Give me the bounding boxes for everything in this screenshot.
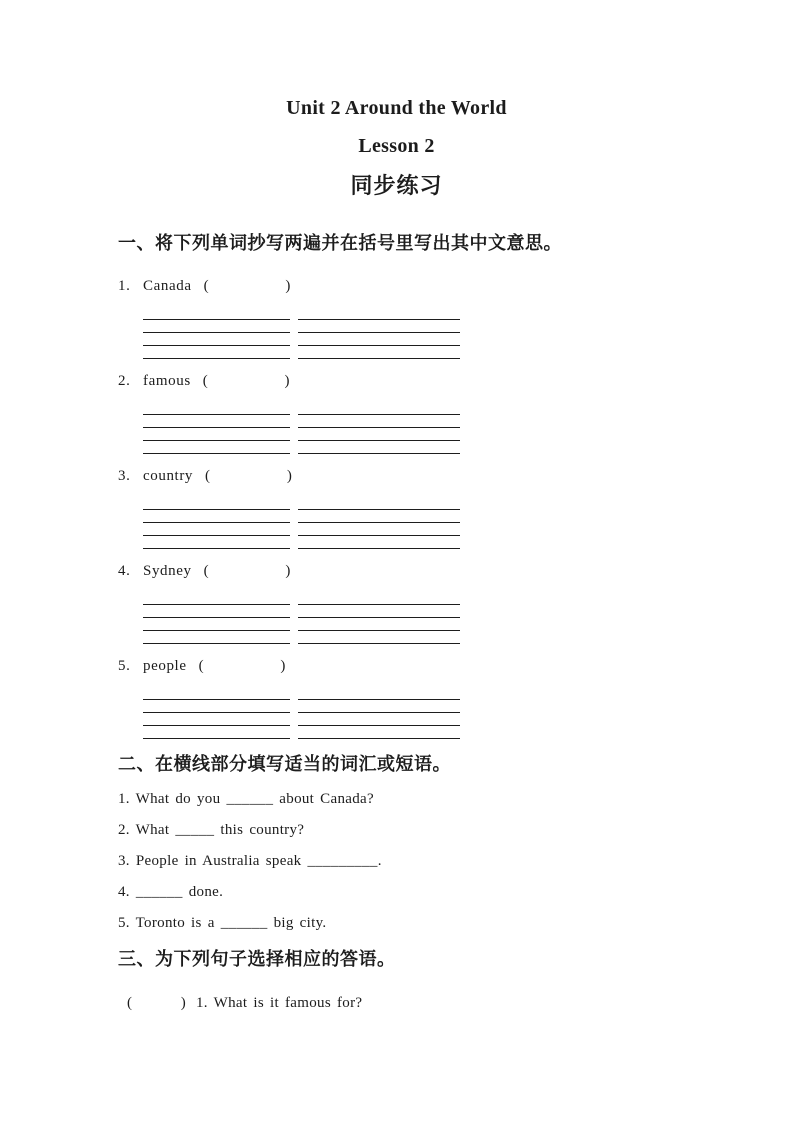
section2-heading: 二、在横线部分填写适当的词汇或短语。 (118, 754, 451, 774)
fill-blank-sentence: 3. People in Australia speak _________. (118, 853, 382, 869)
writing-line (298, 402, 460, 415)
word-text: country (143, 468, 194, 484)
fill-blank-sentence: 5. Toronto is a ______ big city. (118, 915, 327, 931)
unit-title: Unit 2 Around the World (286, 97, 507, 119)
writing-lines (143, 687, 793, 739)
writing-line (298, 333, 460, 346)
word-label (118, 372, 793, 390)
writing-line (298, 415, 460, 428)
word-item-list (118, 277, 793, 739)
writing-line (298, 713, 460, 726)
writing-line (143, 700, 290, 713)
match-question-text: 1. What is it famous for? (196, 995, 363, 1011)
section1-heading: 一、将下列单词抄写两遍并在括号里写出其中文意思。 (118, 233, 562, 253)
writing-line (298, 618, 460, 631)
word-text: famous (143, 373, 191, 389)
writing-lines-left-column (143, 497, 290, 549)
lesson-title: Lesson 2 (358, 135, 435, 157)
writing-line (143, 605, 290, 618)
writing-lines-left-column (143, 402, 290, 454)
meaning-brackets: ( ) (203, 563, 291, 579)
item-number: 5. (118, 658, 131, 674)
writing-line (298, 631, 460, 644)
writing-line (298, 497, 460, 510)
writing-line (298, 605, 460, 618)
writing-line (298, 523, 460, 536)
writing-line (143, 618, 290, 631)
writing-lines-right-column (298, 687, 460, 739)
writing-line (143, 631, 290, 644)
writing-line (143, 497, 290, 510)
writing-line (143, 346, 290, 359)
writing-line (143, 536, 290, 549)
writing-lines-right-column (298, 307, 460, 359)
writing-line (298, 510, 460, 523)
writing-line (143, 441, 290, 454)
writing-line (143, 523, 290, 536)
writing-line (143, 428, 290, 441)
sentence-list (118, 792, 793, 931)
item-number: 3. (118, 468, 131, 484)
fill-blank-sentence: 2. What _____ this country? (118, 822, 305, 838)
writing-line (298, 346, 460, 359)
word-label (118, 277, 793, 295)
writing-line (298, 307, 460, 320)
writing-line (298, 428, 460, 441)
writing-line (298, 536, 460, 549)
writing-lines-right-column (298, 592, 460, 644)
word-text: people (143, 658, 187, 674)
writing-line (143, 687, 290, 700)
item-number: 2. (118, 373, 131, 389)
writing-lines-left-column (143, 307, 290, 359)
writing-line (143, 415, 290, 428)
writing-line (143, 592, 290, 605)
writing-line (143, 307, 290, 320)
word-text: Canada (143, 278, 192, 294)
word-label (118, 467, 793, 485)
section3-heading: 三、为下列句子选择相应的答语。 (118, 949, 396, 969)
writing-lines (143, 307, 793, 359)
word-label (118, 657, 793, 675)
answer-brackets: ( ) (127, 995, 186, 1011)
meaning-brackets: ( ) (203, 278, 291, 294)
writing-line (298, 592, 460, 605)
section-match-answers (118, 947, 793, 1011)
word-label (118, 562, 793, 580)
writing-lines-right-column (298, 497, 460, 549)
writing-line (143, 510, 290, 523)
title-block (0, 96, 793, 199)
meaning-brackets: ( ) (205, 468, 293, 484)
word-item-country (118, 467, 793, 549)
section-copy-words (118, 231, 793, 739)
word-item-famous (118, 372, 793, 454)
item-number: 1. (118, 278, 131, 294)
writing-lines-right-column (298, 402, 460, 454)
exercise-type-title: 同步练习 (350, 173, 443, 198)
word-item-people (118, 657, 793, 739)
writing-lines (143, 402, 793, 454)
writing-line (298, 320, 460, 333)
writing-line (143, 333, 290, 346)
meaning-brackets: ( ) (198, 658, 286, 674)
word-item-canada (118, 277, 793, 359)
writing-lines (143, 592, 793, 644)
writing-lines-left-column (143, 592, 290, 644)
word-text: Sydney (143, 563, 192, 579)
word-item-sydney (118, 562, 793, 644)
writing-line (143, 713, 290, 726)
writing-lines-left-column (143, 687, 290, 739)
writing-line (298, 700, 460, 713)
fill-blank-sentence: 4. ______ done. (118, 884, 224, 900)
writing-line (298, 687, 460, 700)
meaning-brackets: ( ) (202, 373, 291, 389)
item-number: 4. (118, 563, 131, 579)
match-question (127, 995, 793, 1011)
writing-lines (143, 497, 793, 549)
writing-line (143, 726, 290, 739)
fill-blank-sentence: 1. What do you ______ about Canada? (118, 791, 374, 807)
writing-line (298, 441, 460, 454)
writing-line (298, 726, 460, 739)
writing-line (143, 320, 290, 333)
writing-line (143, 402, 290, 415)
section-fill-blanks (118, 752, 793, 931)
